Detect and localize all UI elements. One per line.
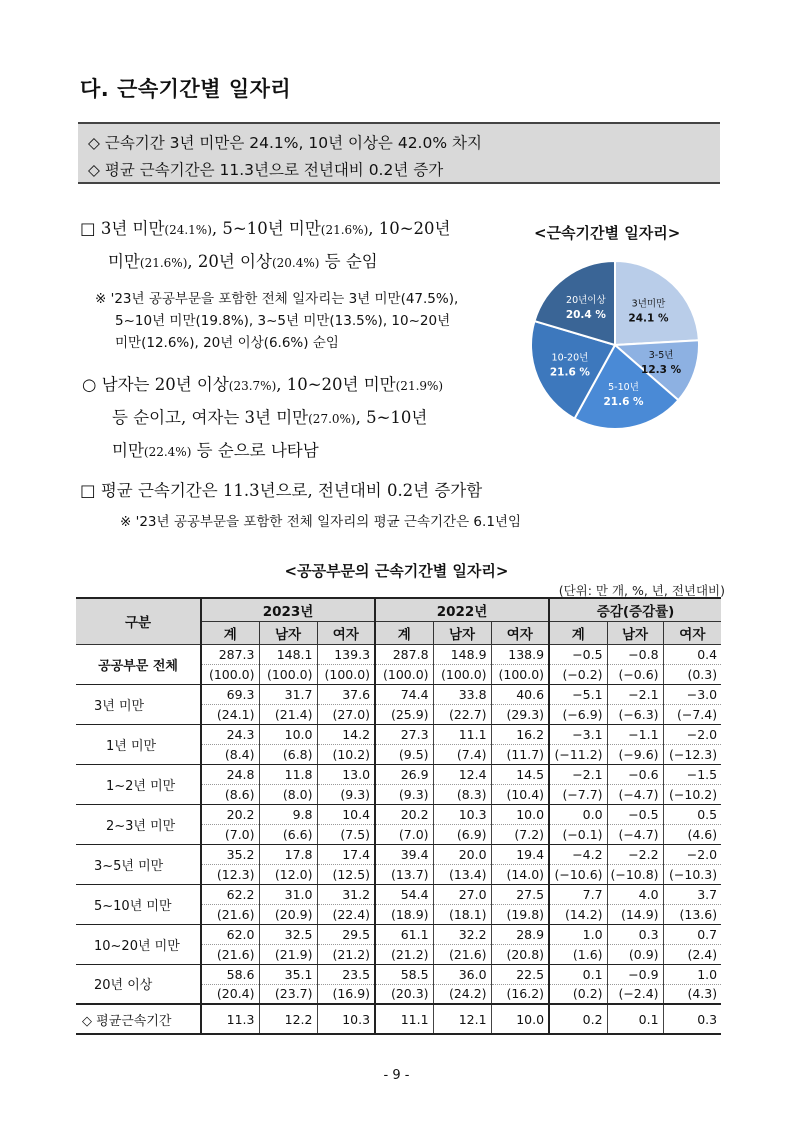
table-row <box>76 684 721 704</box>
percent-cell: (0.2) <box>549 984 607 1004</box>
value-cell: 28.9 <box>491 924 549 944</box>
percent-cell: (13.4) <box>433 864 491 884</box>
percent-cell: (8.6) <box>201 784 259 804</box>
percent-cell: (−10.8) <box>607 864 663 884</box>
percent-cell: (24.1) <box>201 704 259 724</box>
percent-cell: (−12.3) <box>663 744 721 764</box>
header-group-change: 증감(증감률) <box>549 598 721 621</box>
value-cell: 24.3 <box>201 724 259 744</box>
value-cell: 27.0 <box>433 884 491 904</box>
note-1-line2: 5~10년 미만(19.8%), 3~5년 미만(13.5%), 10~20년 <box>115 313 451 329</box>
percent-cell: (14.2) <box>549 904 607 924</box>
value-cell: 40.6 <box>491 684 549 704</box>
percent-cell: (21.6) <box>433 944 491 964</box>
value-cell: 0.3 <box>663 1004 721 1034</box>
percent-cell: (29.3) <box>491 704 549 724</box>
value-cell: 138.9 <box>491 644 549 664</box>
percent-cell: (100.0) <box>433 664 491 684</box>
percent-cell: (24.2) <box>433 984 491 1004</box>
percent-cell: (−6.3) <box>607 704 663 724</box>
bullet-circle-line2: 등 순이고, 여자는 3년 미만(27.0%), 5~10년 <box>112 408 428 427</box>
percent-cell: (11.7) <box>491 744 549 764</box>
percent-cell: (25.9) <box>375 704 433 724</box>
header-group-2023: 2023년 <box>201 598 375 621</box>
value-cell: 20.0 <box>433 844 491 864</box>
row-label: 3~5년 미만 <box>76 844 201 884</box>
value-cell: 32.2 <box>433 924 491 944</box>
value-cell: 12.2 <box>259 1004 317 1034</box>
percent-cell: (−0.1) <box>549 824 607 844</box>
percent-cell: (8.0) <box>259 784 317 804</box>
percent-cell: (−2.4) <box>607 984 663 1004</box>
subheader-cell: 계 <box>201 621 259 644</box>
pie-value-label: 21.6 % <box>603 395 644 408</box>
percent-cell: (21.6) <box>201 904 259 924</box>
value-cell: 10.0 <box>491 1004 549 1034</box>
table-row <box>76 644 721 664</box>
bullet-circle-line3: 미만(22.4%) 등 순으로 나타남 <box>112 441 319 460</box>
percent-cell: (8.3) <box>433 784 491 804</box>
subheader-cell: 여자 <box>491 621 549 644</box>
percent-cell: (12.3) <box>201 864 259 884</box>
percent-cell: (−10.3) <box>663 864 721 884</box>
value-cell: 35.1 <box>259 964 317 984</box>
value-cell: 0.1 <box>549 964 607 984</box>
value-cell: 74.4 <box>375 684 433 704</box>
percent-cell: (21.9) <box>259 944 317 964</box>
value-cell: 62.0 <box>201 924 259 944</box>
percent-cell: (−4.7) <box>607 824 663 844</box>
value-cell: 39.4 <box>375 844 433 864</box>
value-cell: 0.7 <box>663 924 721 944</box>
value-cell: 0.2 <box>549 1004 607 1034</box>
value-cell: 27.5 <box>491 884 549 904</box>
page-number: - 9 - <box>383 1068 410 1083</box>
percent-cell: (7.2) <box>491 824 549 844</box>
data-table <box>76 597 721 1035</box>
percent-cell: (−10.6) <box>549 864 607 884</box>
value-cell: 148.1 <box>259 644 317 664</box>
value-cell: 3.7 <box>663 884 721 904</box>
pie-value-label: 20.4 % <box>565 308 606 321</box>
value-cell: 22.5 <box>491 964 549 984</box>
percent-cell: (9.3) <box>317 784 375 804</box>
percent-cell: (−6.9) <box>549 704 607 724</box>
value-cell: 17.8 <box>259 844 317 864</box>
value-cell: −0.8 <box>607 644 663 664</box>
percent-cell: (6.8) <box>259 744 317 764</box>
pie-category-label: 5-10년 <box>608 381 639 393</box>
percent-cell: (10.4) <box>491 784 549 804</box>
value-cell: 14.2 <box>317 724 375 744</box>
value-cell: 7.7 <box>549 884 607 904</box>
table-title: <공공부문의 근속기간별 일자리> <box>284 562 509 580</box>
subheader-cell: 남자 <box>607 621 663 644</box>
pie-category-label: 3년미만 <box>631 298 666 310</box>
percent-cell: (100.0) <box>201 664 259 684</box>
percent-cell: (9.5) <box>375 744 433 764</box>
value-cell: 20.2 <box>201 804 259 824</box>
table-row-average <box>76 1004 721 1034</box>
value-cell: 287.3 <box>201 644 259 664</box>
value-cell: −3.1 <box>549 724 607 744</box>
pie-chart-title: <근속기간별 일자리> <box>534 224 681 242</box>
value-cell: 4.0 <box>607 884 663 904</box>
percent-cell: (−11.2) <box>549 744 607 764</box>
section-title: 다. 근속기간별 일자리 <box>80 77 292 101</box>
value-cell: 16.2 <box>491 724 549 744</box>
value-cell: 10.0 <box>491 804 549 824</box>
value-cell: 10.3 <box>317 1004 375 1034</box>
value-cell: 36.0 <box>433 964 491 984</box>
value-cell: −2.0 <box>663 844 721 864</box>
value-cell: 0.0 <box>549 804 607 824</box>
value-cell: 26.9 <box>375 764 433 784</box>
value-cell: −2.0 <box>663 724 721 744</box>
percent-cell: (7.0) <box>201 824 259 844</box>
row-label: 공공부문 전체 <box>76 644 201 684</box>
percent-cell: (−9.6) <box>607 744 663 764</box>
percent-cell: (13.7) <box>375 864 433 884</box>
value-cell: 69.3 <box>201 684 259 704</box>
percent-cell: (27.0) <box>317 704 375 724</box>
summary-box <box>78 122 720 184</box>
summary-line: ◇ 근속기간 3년 미만은 24.1%, 10년 이상은 42.0% 차지 <box>88 134 482 152</box>
percent-cell: (14.0) <box>491 864 549 884</box>
value-cell: 31.2 <box>317 884 375 904</box>
pie-category-label: 3-5년 <box>648 349 674 361</box>
value-cell: 62.2 <box>201 884 259 904</box>
value-cell: 61.1 <box>375 924 433 944</box>
percent-cell: (100.0) <box>317 664 375 684</box>
value-cell: 12.4 <box>433 764 491 784</box>
percent-cell: (4.3) <box>663 984 721 1004</box>
percent-cell: (20.8) <box>491 944 549 964</box>
value-cell: 13.0 <box>317 764 375 784</box>
percent-cell: (20.3) <box>375 984 433 1004</box>
percent-cell: (1.6) <box>549 944 607 964</box>
value-cell: −0.9 <box>607 964 663 984</box>
bullet-main-2: □ 평균 근속기간은 11.3년으로, 전년대비 0.2년 증가함 <box>80 481 483 500</box>
value-cell: 58.5 <box>375 964 433 984</box>
percent-cell: (−0.6) <box>607 664 663 684</box>
table-row <box>76 764 721 784</box>
value-cell: 54.4 <box>375 884 433 904</box>
value-cell: 9.8 <box>259 804 317 824</box>
value-cell: 37.6 <box>317 684 375 704</box>
summary-line: ◇ 평균 근속기간은 11.3년으로 전년대비 0.2년 증가 <box>88 161 444 179</box>
percent-cell: (23.7) <box>259 984 317 1004</box>
value-cell: −5.1 <box>549 684 607 704</box>
pie-value-label: 21.6 % <box>549 366 590 379</box>
table-row <box>76 924 721 944</box>
note-1-line1: ※ '23년 공공부문을 포함한 전체 일자리는 3년 미만(47.5%), <box>95 291 459 307</box>
value-cell: 11.1 <box>375 1004 433 1034</box>
value-cell: −4.2 <box>549 844 607 864</box>
value-cell: 0.4 <box>663 644 721 664</box>
value-cell: 33.8 <box>433 684 491 704</box>
value-cell: 19.4 <box>491 844 549 864</box>
percent-cell: (0.3) <box>663 664 721 684</box>
bullet-main-1-line2: 미만(21.6%), 20년 이상(20.4%) 등 순임 <box>108 252 378 271</box>
unit-note: (단위: 만 개, %, 년, 전년대비) <box>558 583 725 598</box>
row-label: 1~2년 미만 <box>76 764 201 804</box>
value-cell: 0.5 <box>663 804 721 824</box>
percent-cell: (−7.4) <box>663 704 721 724</box>
percent-cell: (21.6) <box>201 944 259 964</box>
percent-cell: (6.6) <box>259 824 317 844</box>
value-cell: 17.4 <box>317 844 375 864</box>
header-group-2022: 2022년 <box>375 598 549 621</box>
value-cell: −0.6 <box>607 764 663 784</box>
value-cell: 148.9 <box>433 644 491 664</box>
note-2: ※ '23년 공공부문을 포함한 전체 일자리의 평균 근속기간은 6.1년임 <box>120 514 521 530</box>
subheader-cell: 계 <box>549 621 607 644</box>
value-cell: 31.0 <box>259 884 317 904</box>
value-cell: 14.5 <box>491 764 549 784</box>
percent-cell: (21.2) <box>317 944 375 964</box>
table-row <box>76 804 721 824</box>
percent-cell: (10.2) <box>317 744 375 764</box>
bullet-circle-line1: ○ 남자는 20년 이상(23.7%), 10~20년 미만(21.9%) <box>82 375 444 394</box>
value-cell: −0.5 <box>607 804 663 824</box>
table-row <box>76 724 721 744</box>
value-cell: −1.1 <box>607 724 663 744</box>
value-cell: −3.0 <box>663 684 721 704</box>
percent-cell: (12.5) <box>317 864 375 884</box>
value-cell: 139.3 <box>317 644 375 664</box>
value-cell: 1.0 <box>663 964 721 984</box>
percent-cell: (−0.2) <box>549 664 607 684</box>
percent-cell: (−10.2) <box>663 784 721 804</box>
value-cell: 287.8 <box>375 644 433 664</box>
percent-cell: (7.4) <box>433 744 491 764</box>
subheader-cell: 남자 <box>259 621 317 644</box>
value-cell: −2.2 <box>607 844 663 864</box>
value-cell: 0.1 <box>607 1004 663 1034</box>
pie-chart <box>520 250 710 440</box>
pie-category-label: 20년이상 <box>566 294 606 306</box>
row-label: 3년 미만 <box>76 684 201 724</box>
pie-value-label: 24.1 % <box>628 312 669 325</box>
percent-cell: (18.1) <box>433 904 491 924</box>
percent-cell: (6.9) <box>433 824 491 844</box>
value-cell: 10.3 <box>433 804 491 824</box>
header-category: 구분 <box>76 598 201 644</box>
percent-cell: (22.4) <box>317 904 375 924</box>
percent-cell: (16.9) <box>317 984 375 1004</box>
subheader-cell: 여자 <box>663 621 721 644</box>
percent-cell: (14.9) <box>607 904 663 924</box>
row-label: 2~3년 미만 <box>76 804 201 844</box>
value-cell: −2.1 <box>607 684 663 704</box>
value-cell: −0.5 <box>549 644 607 664</box>
percent-cell: (7.5) <box>317 824 375 844</box>
percent-cell: (7.0) <box>375 824 433 844</box>
percent-cell: (21.2) <box>375 944 433 964</box>
value-cell: 11.3 <box>201 1004 259 1034</box>
row-label: 10~20년 미만 <box>76 924 201 964</box>
percent-cell: (−7.7) <box>549 784 607 804</box>
value-cell: 58.6 <box>201 964 259 984</box>
value-cell: 10.0 <box>259 724 317 744</box>
value-cell: 20.2 <box>375 804 433 824</box>
subheader-cell: 남자 <box>433 621 491 644</box>
table-row <box>76 884 721 904</box>
value-cell: 31.7 <box>259 684 317 704</box>
value-cell: 1.0 <box>549 924 607 944</box>
row-label: ◇ 평균근속기간 <box>76 1004 201 1034</box>
value-cell: 23.5 <box>317 964 375 984</box>
percent-cell: (18.9) <box>375 904 433 924</box>
percent-cell: (12.0) <box>259 864 317 884</box>
table-row <box>76 844 721 864</box>
value-cell: 0.3 <box>607 924 663 944</box>
row-label: 5~10년 미만 <box>76 884 201 924</box>
percent-cell: (100.0) <box>259 664 317 684</box>
percent-cell: (21.4) <box>259 704 317 724</box>
value-cell: 27.3 <box>375 724 433 744</box>
subheader-cell: 계 <box>375 621 433 644</box>
percent-cell: (19.8) <box>491 904 549 924</box>
percent-cell: (20.9) <box>259 904 317 924</box>
pie-value-label: 12.3 % <box>641 363 682 376</box>
percent-cell: (16.2) <box>491 984 549 1004</box>
percent-cell: (9.3) <box>375 784 433 804</box>
percent-cell: (2.4) <box>663 944 721 964</box>
value-cell: 12.1 <box>433 1004 491 1034</box>
percent-cell: (−4.7) <box>607 784 663 804</box>
percent-cell: (22.7) <box>433 704 491 724</box>
value-cell: 32.5 <box>259 924 317 944</box>
row-label: 20년 이상 <box>76 964 201 1004</box>
subheader-cell: 여자 <box>317 621 375 644</box>
percent-cell: (100.0) <box>491 664 549 684</box>
value-cell: −1.5 <box>663 764 721 784</box>
percent-cell: (4.6) <box>663 824 721 844</box>
table-row <box>76 964 721 984</box>
value-cell: 11.1 <box>433 724 491 744</box>
value-cell: −2.1 <box>549 764 607 784</box>
note-1-line3: 미만(12.6%), 20년 이상(6.6%) 순임 <box>115 335 339 351</box>
value-cell: 24.8 <box>201 764 259 784</box>
percent-cell: (13.6) <box>663 904 721 924</box>
value-cell: 10.4 <box>317 804 375 824</box>
row-label: 1년 미만 <box>76 724 201 764</box>
percent-cell: (100.0) <box>375 664 433 684</box>
value-cell: 11.8 <box>259 764 317 784</box>
percent-cell: (20.4) <box>201 984 259 1004</box>
pie-category-label: 10-20년 <box>551 352 589 364</box>
percent-cell: (0.9) <box>607 944 663 964</box>
value-cell: 35.2 <box>201 844 259 864</box>
percent-cell: (8.4) <box>201 744 259 764</box>
value-cell: 29.5 <box>317 924 375 944</box>
bullet-main-1-line1: □ 3년 미만(24.1%), 5~10년 미만(21.6%), 10~20년 <box>80 219 451 238</box>
